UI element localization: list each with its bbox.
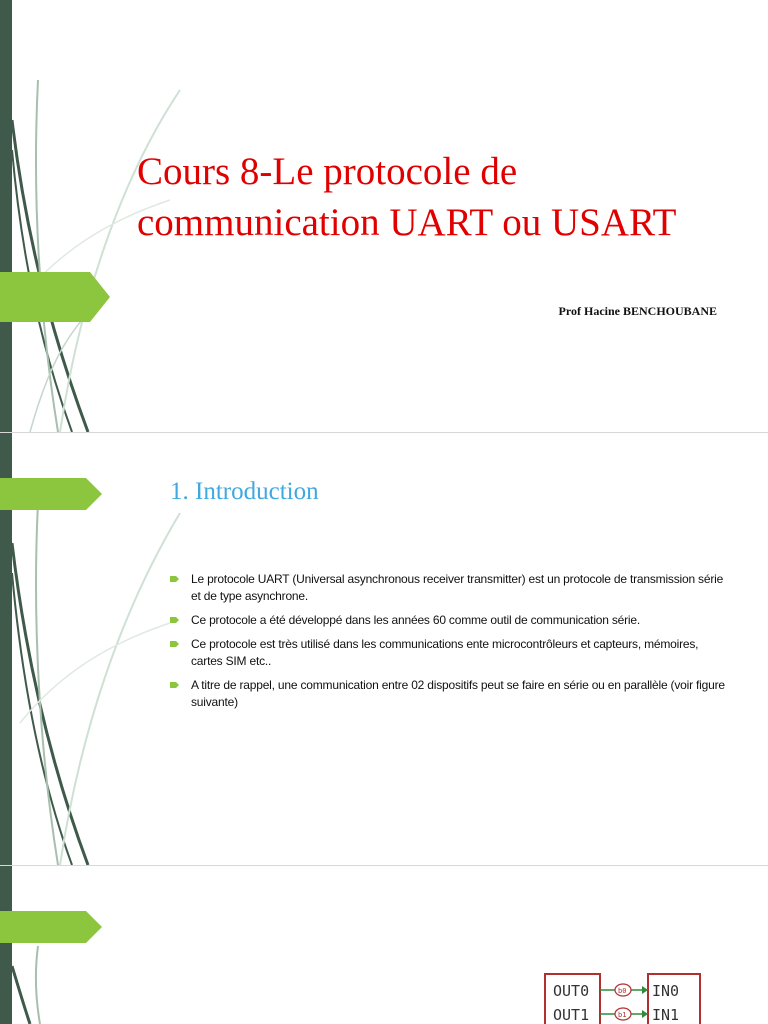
parallel-connection-figure <box>540 970 710 1024</box>
bullet-list <box>170 571 730 718</box>
list-item: Ce protocole est très utilisé dans les communications ente microcontrôleurs et capteurs, mémoires, cartes SIM etc.. <box>170 636 730 670</box>
section-heading: 1. Introduction <box>170 478 319 505</box>
green-arrow-tab <box>0 911 104 944</box>
green-arrow-tab <box>0 272 112 322</box>
in1-label: IN1 <box>652 1006 680 1024</box>
arrow-bullet-icon <box>170 617 179 623</box>
b1-label: b1 <box>618 1011 627 1019</box>
partial-slide <box>0 866 768 1024</box>
decorative-curves <box>0 866 200 1024</box>
green-arrow-tab <box>0 478 104 511</box>
out1-label: OUT1 <box>553 1006 590 1024</box>
list-item: A titre de rappel, une communication entre 02 dispositifs peut se faire en série ou en parallèle (voir figure suivante) <box>170 677 730 711</box>
b0-label: b0 <box>618 987 627 995</box>
arrow-bullet-icon <box>170 576 179 582</box>
slide-title: Cours 8-Le protocole de communication UART ou USART <box>137 150 677 244</box>
list-item: Ce protocole a été développé dans les années 60 comme outil de communication série. <box>170 612 730 629</box>
arrow-bullet-icon <box>170 682 179 688</box>
list-item: Le protocole UART (Universal asynchronous receiver transmitter) est un protocole de transmission série et de type asynchrone. <box>170 571 730 605</box>
in0-label: IN0 <box>652 982 680 1000</box>
author-name: Prof Hacine BENCHOUBANE <box>558 304 717 318</box>
out0-label: OUT0 <box>553 982 590 1000</box>
title-slide <box>0 0 768 432</box>
arrow-bullet-icon <box>170 641 179 647</box>
intro-slide <box>0 433 768 865</box>
